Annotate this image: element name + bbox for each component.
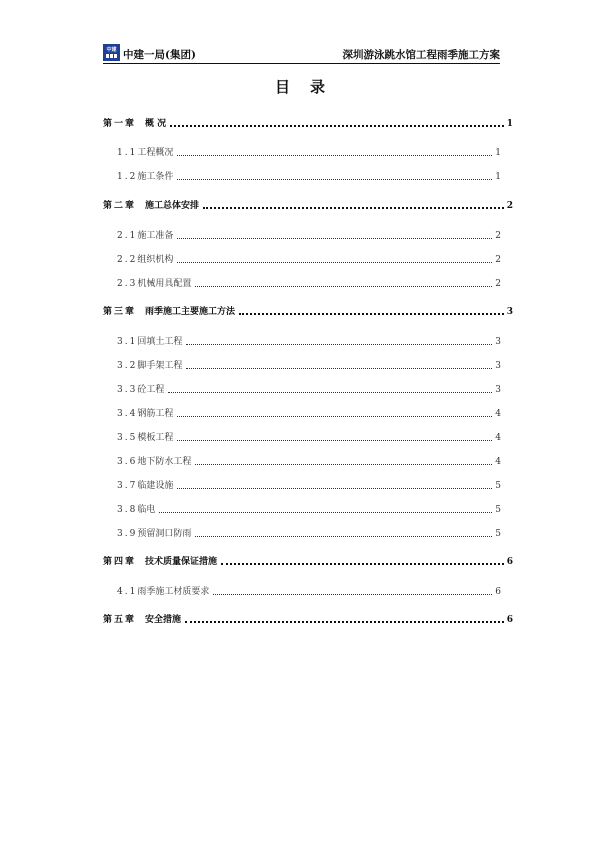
toc-entry-label: 钢筋工程	[137, 409, 174, 419]
header-document-title: 深圳游泳跳水馆工程雨季施工方案	[342, 49, 500, 61]
toc-dot-leader	[203, 206, 504, 209]
toc-chapter-entry	[103, 118, 513, 130]
toc-page-number: 5	[495, 505, 501, 515]
toc-entry-heading	[117, 504, 159, 516]
toc-dot-leader	[195, 463, 492, 465]
toc-entry-heading	[117, 254, 177, 266]
toc-entry-heading	[117, 586, 213, 598]
toc-page-number: 5	[495, 529, 501, 539]
toc-page-number: 2	[495, 231, 501, 241]
toc-entry-heading	[117, 147, 177, 159]
toc-entry-label: 组织机构	[137, 255, 174, 265]
toc-entry-number: 3.7	[117, 481, 138, 491]
toc-entry-heading	[117, 528, 195, 540]
toc-dot-leader	[186, 343, 492, 345]
toc-section-entry	[117, 360, 501, 372]
toc-section-entry	[117, 230, 501, 242]
toc-entry-heading	[117, 384, 168, 396]
toc-page-number: 4	[495, 409, 501, 419]
toc-entry-heading	[117, 278, 195, 290]
toc-section-entry	[117, 408, 501, 420]
toc-page-number: 6	[506, 557, 513, 567]
toc-entry-heading	[103, 118, 170, 130]
toc-entry-label: 模板工程	[137, 433, 174, 443]
toc-page-number: 6	[495, 587, 501, 597]
toc-entry-number: 3.4	[117, 409, 138, 419]
toc-entry-heading	[117, 408, 177, 420]
toc-section-entry	[117, 171, 501, 183]
toc-entry-label: 雨季施工主要施工方法	[145, 307, 236, 317]
toc-section-entry	[117, 336, 501, 348]
toc-entry-label: 施工总体安排	[145, 201, 200, 211]
toc-entry-number: 3.2	[117, 361, 138, 371]
toc-page-number: 5	[495, 481, 501, 491]
toc-section-entry	[117, 456, 501, 468]
toc-section-entry	[117, 586, 501, 598]
toc-dot-leader	[177, 439, 492, 441]
toc-dot-leader	[195, 535, 492, 537]
toc-entry-label: 雨季施工材质要求	[137, 587, 210, 597]
toc-entry-number: 2.1	[117, 231, 138, 241]
toc-dot-leader	[186, 367, 492, 369]
toc-section-entry	[117, 254, 501, 266]
toc-entry-number: 3.5	[117, 433, 138, 443]
toc-dot-leader	[159, 511, 492, 513]
toc-entry-number: 3.9	[117, 529, 138, 539]
toc-entry-number: 1.2	[117, 172, 138, 182]
toc-page-number: 2	[506, 201, 513, 211]
toc-section-entry	[117, 528, 501, 540]
toc-entry-heading	[117, 480, 177, 492]
toc-chapter-entry	[103, 200, 513, 212]
toc-entry-heading	[117, 336, 186, 348]
toc-entry-number: 第三章	[103, 307, 137, 317]
toc-dot-leader	[185, 620, 504, 623]
toc-entry-number: 第四章	[103, 557, 137, 567]
logo-text: 中建	[106, 47, 117, 53]
toc-entry-label: 地下防水工程	[137, 457, 192, 467]
toc-entry-label: 临电	[137, 505, 156, 515]
toc-dot-leader	[177, 178, 492, 180]
toc-dot-leader	[239, 312, 504, 315]
toc-entry-label: 机械用具配置	[137, 279, 192, 289]
toc-page-number: 4	[495, 457, 501, 467]
toc-entry-number: 1.1	[117, 148, 138, 158]
toc-entry-number: 3.8	[117, 505, 138, 515]
toc-entry-label: 技术质量保证措施	[145, 557, 218, 567]
toc-entry-number: 2.3	[117, 279, 138, 289]
toc-entry-label: 预留洞口防雨	[137, 529, 192, 539]
toc-entry-heading	[117, 432, 177, 444]
toc-dot-leader	[221, 562, 504, 565]
page-header	[103, 44, 500, 64]
toc-page-number: 1	[506, 119, 513, 129]
toc-entry-label: 施工准备	[137, 231, 174, 241]
toc-page-number: 2	[495, 279, 501, 289]
toc-dot-leader	[168, 391, 492, 393]
toc-section-entry	[117, 147, 501, 159]
toc-entry-number: 2.2	[117, 255, 138, 265]
toc-entry-number: 4.1	[117, 587, 138, 597]
toc-entry-label: 施工条件	[137, 172, 174, 182]
toc-dot-leader	[177, 237, 492, 239]
toc-entry-label: 回填土工程	[137, 337, 183, 347]
toc-page-number: 3	[495, 361, 501, 371]
toc-entry-label: 工程概况	[137, 148, 174, 158]
toc-entry-number: 3.1	[117, 337, 138, 347]
toc-section-entry	[117, 480, 501, 492]
toc-dot-leader	[177, 154, 492, 156]
toc-entry-number: 第五章	[103, 615, 137, 625]
toc-entry-label: 脚手架工程	[137, 361, 183, 371]
toc-dot-leader	[170, 124, 504, 127]
toc-dot-leader	[177, 261, 492, 263]
toc-chapter-entry	[103, 614, 513, 626]
toc-dot-leader	[213, 593, 492, 595]
toc-section-entry	[117, 504, 501, 516]
toc-dot-leader	[195, 285, 492, 287]
toc-page-number: 4	[495, 433, 501, 443]
company-logo-icon	[103, 44, 120, 61]
toc-title: 目录	[274, 78, 345, 96]
header-company-name: 中建一局(集团)	[123, 49, 196, 61]
toc-entry-heading	[103, 614, 185, 626]
toc-entry-label: 安全措施	[145, 615, 182, 625]
toc-chapter-entry	[103, 306, 513, 318]
header-rule	[103, 63, 500, 64]
toc-entry-heading	[117, 456, 195, 468]
toc-page-number: 3	[495, 385, 501, 395]
toc-entry-heading	[103, 556, 221, 568]
toc-page-number: 1	[495, 172, 501, 182]
toc-entry-heading	[103, 306, 239, 318]
toc-section-entry	[117, 432, 501, 444]
toc-page-number: 3	[506, 307, 513, 317]
logo-bars	[106, 54, 117, 58]
toc-entry-number: 3.3	[117, 385, 138, 395]
toc-entry-heading	[117, 171, 177, 183]
toc-section-entry	[117, 278, 501, 290]
toc-entry-number: 第一章	[103, 119, 137, 129]
toc-page-number: 1	[495, 148, 501, 158]
toc-entry-label: 临建设施	[137, 481, 174, 491]
toc-entry-heading	[117, 230, 177, 242]
toc-dot-leader	[177, 487, 492, 489]
toc-entry-number: 第二章	[103, 201, 137, 211]
toc-chapter-entry	[103, 556, 513, 568]
toc-page-number: 3	[495, 337, 501, 347]
toc-entry-heading	[103, 200, 203, 212]
toc-page-number: 6	[506, 615, 513, 625]
toc-entry-heading	[117, 360, 186, 372]
toc-page-number: 2	[495, 255, 501, 265]
toc-entry-number: 3.6	[117, 457, 138, 467]
toc-entry-label: 概 况	[145, 119, 167, 129]
toc-section-entry	[117, 384, 501, 396]
toc-dot-leader	[177, 415, 492, 417]
toc-entry-label: 砼工程	[137, 385, 165, 395]
